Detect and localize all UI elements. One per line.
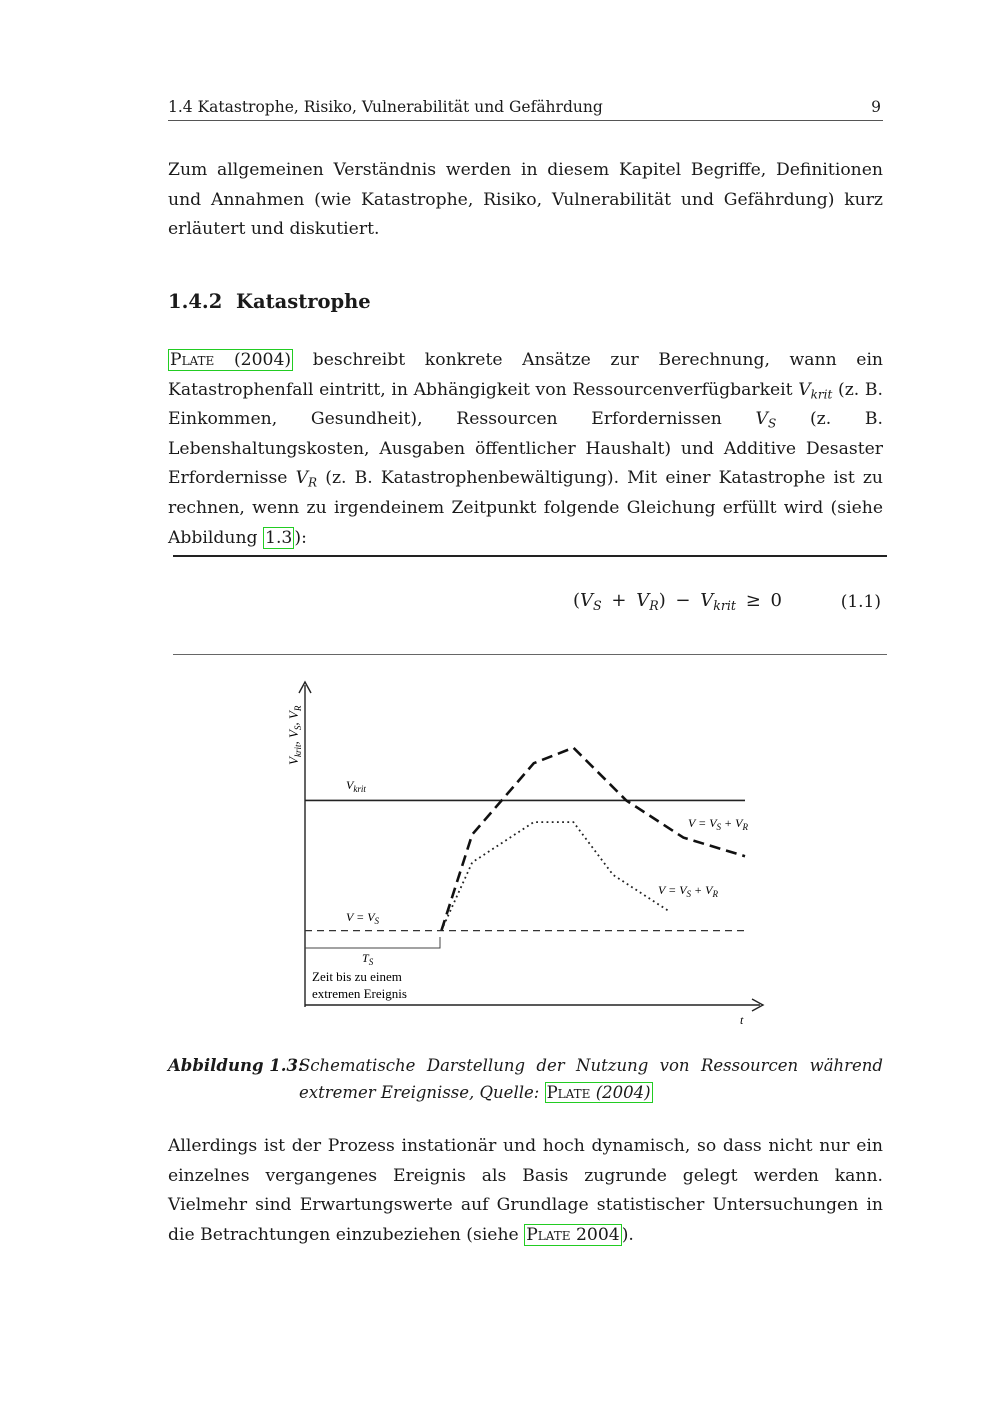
eq-sub-s: S <box>593 597 602 613</box>
figure-reference-link[interactable]: 1.3 <box>265 527 293 548</box>
running-head-title: 1.4 Katastrophe, Risiko, Vulnerabilität und Gefährdung <box>168 98 603 116</box>
label-vs <box>346 910 380 926</box>
paragraph-text: ). <box>621 1224 634 1245</box>
label-part: + V <box>691 883 713 897</box>
label-lower-curve <box>658 883 718 899</box>
citation-link[interactable] <box>168 349 293 371</box>
intro-paragraph: Zum allgemeinen Verständnis werden in diesem Kapitel Begriffe, Definitionen und Annahmen (wie Katastrophe, Risiko, Vulnerabilität und Gefährdung) kurz erläutert und diskutiert. <box>168 160 883 240</box>
paragraph-text: beschreibt konkrete Ansätze zur Berechnung, wann ein Katastrophenfall eintritt, in Abhängigkeit von Ressourcenverfügbarkeit <box>168 350 884 400</box>
paragraph-text: (z. B. Einkommen, Gesundheit), Ressourcen Erfordernissen <box>168 379 883 430</box>
label-part: R <box>712 889 718 899</box>
paragraph-text: Allerdings ist der Prozess instationär und hoch dynamisch, so dass nicht nur ein einzelnes vergangenes Ereignis als Basis zugrunde gelegt werden kann. Vielmehr sind Erwartungswerte auf Grundlage statistischer Untersuchungen in die Betrachtungen einzubeziehen (siehe <box>168 1136 883 1245</box>
math-v: V <box>295 468 309 489</box>
equation-block <box>168 590 883 622</box>
math-sub-r: R <box>308 475 318 490</box>
label-part: S <box>686 889 692 899</box>
running-head <box>168 98 883 121</box>
label-part: S <box>374 916 380 926</box>
label-ts-desc-2: extremen Ereignis <box>312 986 407 1001</box>
y-label-part: S <box>293 725 303 731</box>
y-axis-label <box>286 705 303 765</box>
closing-paragraph <box>168 1132 883 1250</box>
eq-sub-r: R <box>649 597 659 613</box>
citation-year: 2004 <box>575 1224 620 1245</box>
y-label-part: , V <box>286 711 301 726</box>
math-sub-krit: krit <box>810 387 833 402</box>
label-part: V = V <box>346 910 375 924</box>
label-part: S <box>716 822 722 832</box>
page-number: 9 <box>871 98 881 116</box>
chart-svg <box>270 675 780 1035</box>
label-vkrit <box>346 778 366 794</box>
caption-body: Schematische Darstellung der Nutzung von Ressourcen während extremer Ereignisse, Quelle: <box>299 1056 883 1102</box>
section-number: 1.4.2 <box>168 290 223 313</box>
eq-geq: ≥ 0 <box>736 590 782 611</box>
eq-v: V <box>700 590 714 611</box>
equation-top-rule <box>173 555 887 557</box>
label-part: + V <box>721 816 743 830</box>
label-part: R <box>742 822 748 832</box>
ts-bracket <box>305 937 440 948</box>
eq-sub-krit: krit <box>713 597 736 613</box>
equation-formula <box>573 590 782 611</box>
paragraph-text: (z. B. Katastrophenbewältigung). Mit einer Katastrophe ist zu rechnen, wenn zu irgendeinem Zeitpunkt folgende Gleichung erfüllt wird (siehe Abbildung <box>168 468 883 548</box>
citation-year: (2004) <box>595 1083 651 1102</box>
paragraph-text: (z. B. Lebenshaltungskosten, Ausgaben öffentlicher Haushalt) und Additive Desaster Erfordernisse <box>168 409 883 489</box>
equation-number: (1.1) <box>840 592 881 612</box>
citation-year: (2004) <box>233 350 292 370</box>
eq-paren: ( <box>573 590 581 611</box>
eq-minus: ) − <box>658 590 701 611</box>
eq-v: V <box>580 590 594 611</box>
series-lower-line <box>441 822 670 931</box>
label-ts-desc-1: Zeit bis zu einem <box>312 969 402 984</box>
paragraph-katastrophe <box>168 346 883 553</box>
citation-author: Plate <box>170 350 215 370</box>
eq-v: V <box>636 590 650 611</box>
eq-plus: + <box>601 590 637 611</box>
label-upper-curve <box>688 816 748 832</box>
y-label-part: krit <box>293 744 303 758</box>
label-part: V = V <box>688 816 717 830</box>
closing-citation-link[interactable] <box>524 1224 622 1246</box>
label-part: V <box>346 778 354 792</box>
citation-author: Plate <box>526 1224 571 1245</box>
y-label-part: , V <box>286 730 301 745</box>
label-part: V = V <box>658 883 687 897</box>
math-sub-s: S <box>767 416 777 431</box>
label-part: T <box>362 951 369 965</box>
y-label-part: R <box>293 705 303 712</box>
label-part: krit <box>353 784 366 794</box>
math-v: V <box>755 409 768 430</box>
label-part: S <box>368 957 374 967</box>
y-label-part: V <box>286 757 301 765</box>
x-axis-label: t <box>740 1013 744 1027</box>
citation-author: Plate <box>546 1083 591 1102</box>
equation-bottom-rule <box>173 654 887 655</box>
caption-citation-link[interactable] <box>545 1082 653 1103</box>
paragraph-text: ): <box>294 527 307 548</box>
label-ts <box>362 951 374 967</box>
series-upper-line <box>441 748 745 931</box>
section-heading <box>168 290 371 313</box>
figure-1-3 <box>270 675 780 1035</box>
caption-label: Abbildung 1.3: <box>168 1056 305 1075</box>
caption-text <box>299 1052 883 1106</box>
math-v: V <box>798 379 811 400</box>
section-title: Katastrophe <box>236 290 371 313</box>
